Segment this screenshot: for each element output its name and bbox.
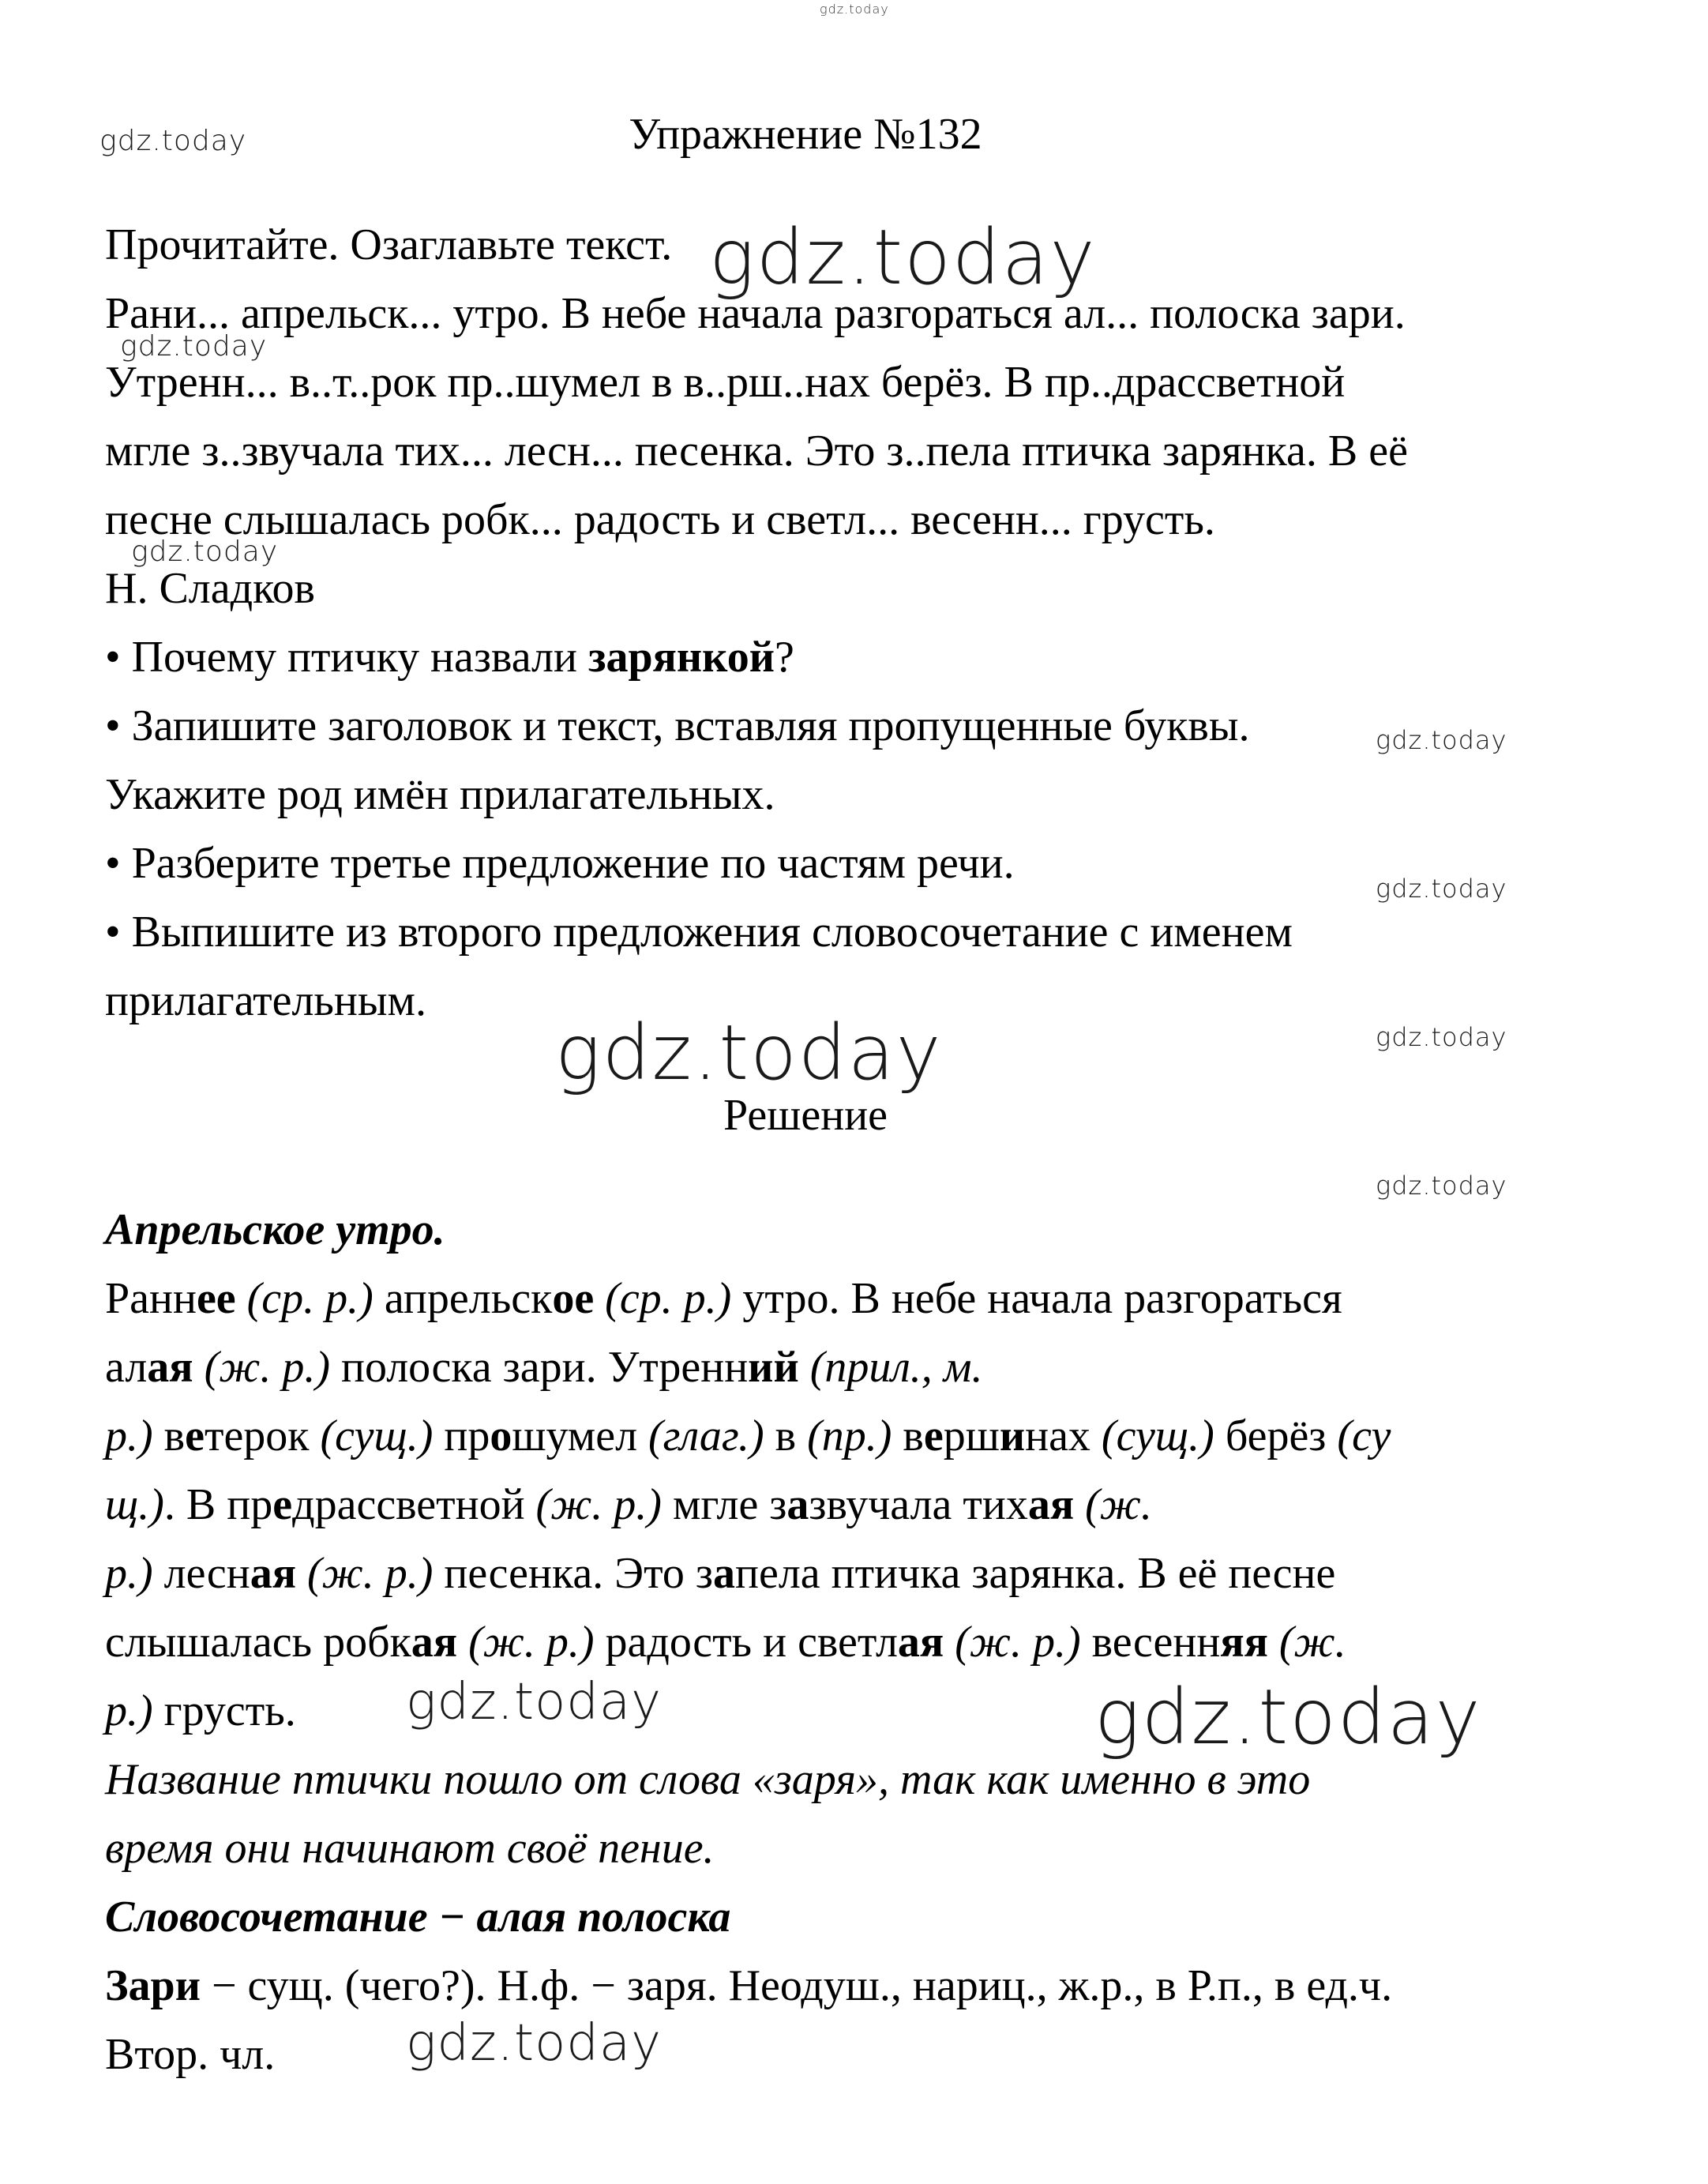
explanation-text: Название птички пошло от слова «заря», так как именно в это xyxy=(105,1755,1311,1804)
grammar-mark: (пр.) xyxy=(807,1412,892,1460)
solution-line-2 xyxy=(105,1342,983,1393)
watermark: gdz.today xyxy=(99,125,247,157)
ending: ая xyxy=(147,1343,193,1392)
grammar-mark: (сущ.) xyxy=(320,1412,434,1460)
watermark: gdz.today xyxy=(1376,1171,1507,1201)
grammar-mark: р.) xyxy=(105,1549,153,1598)
ending: ая xyxy=(250,1549,296,1598)
text: грусть. xyxy=(152,1686,296,1735)
word-parse-role: Втор. чл. xyxy=(105,2030,276,2079)
watermark-large: gdz.today xyxy=(709,213,1097,302)
page-title: Упражнение №132 xyxy=(629,110,982,159)
ending: ая xyxy=(411,1618,458,1667)
solution-line-5 xyxy=(105,1548,1335,1599)
vowel: е xyxy=(272,1480,293,1529)
grammar-mark: (су xyxy=(1337,1412,1391,1460)
grammar-mark: (ж. р.) xyxy=(204,1343,330,1392)
vowel: а xyxy=(786,1480,809,1529)
question-4: • Выпишите из второго предложения словосочетание с именем xyxy=(105,908,1293,957)
text: мгле з xyxy=(661,1480,787,1529)
parse-details: − сущ. (чего?). Н.ф. − заря. Неодуш., нариц., ж.р., в Р.п., в ед.ч. xyxy=(200,1961,1393,2010)
question-1-keyword: зарянкой xyxy=(587,633,775,682)
word: терок xyxy=(204,1412,310,1460)
word: драссветной xyxy=(292,1480,525,1529)
watermark: gdz.today xyxy=(120,330,268,363)
question-1 xyxy=(105,632,794,682)
task-author: Н. Сладков xyxy=(105,564,315,613)
word: Ранн xyxy=(105,1274,197,1323)
task-text-line: Рани... апрельск... утро. В небе начала разгораться ал... полоска зари. xyxy=(105,289,1406,338)
question-1-mark: ? xyxy=(774,633,794,682)
word: в xyxy=(764,1412,808,1460)
vowel: и xyxy=(999,1412,1026,1460)
task-instruction: Прочитайте. Озаглавьте текст. xyxy=(105,220,673,269)
question-1-text: • Почему птичку назвали xyxy=(105,633,588,682)
word: берёз xyxy=(1214,1412,1327,1460)
vowel: е xyxy=(185,1412,205,1460)
ending: ий xyxy=(748,1343,799,1392)
watermark: gdz.today xyxy=(1376,874,1507,904)
ending: ое xyxy=(552,1274,595,1323)
solution-line-7 xyxy=(105,1686,296,1736)
grammar-mark: (ж. р.) xyxy=(468,1618,595,1667)
solution-title xyxy=(105,1205,445,1255)
grammar-mark: р.) xyxy=(105,1412,153,1460)
text: радость и светл xyxy=(594,1618,898,1667)
solution-title-text: Апрельское утро. xyxy=(105,1205,445,1254)
vowel: а xyxy=(713,1549,735,1598)
task-text-line: Утренн... в..т..рок пр..шумел в в..рш..нах берёз. В пр..драссветной xyxy=(105,358,1346,407)
watermark-medium: gdz.today xyxy=(406,2014,662,2073)
ending: ая xyxy=(1027,1480,1075,1529)
watermark-large: gdz.today xyxy=(555,1009,943,1097)
solution-line-3 xyxy=(105,1411,1391,1461)
explanation xyxy=(105,1754,1310,1805)
watermark: gdz.today xyxy=(1376,725,1507,755)
word: нах xyxy=(1025,1412,1090,1460)
question-2: • Запишите заголовок и текст, вставляя пропущенные буквы. xyxy=(105,701,1250,750)
word: ал xyxy=(105,1343,148,1392)
parsed-word: Зари xyxy=(105,1961,201,2010)
word-parse xyxy=(105,1960,1392,2011)
explanation xyxy=(105,1823,715,1874)
word: апрельск xyxy=(373,1274,553,1323)
text: пела птичка зарянка. В её песне xyxy=(735,1549,1336,1598)
text: . В пр xyxy=(163,1480,273,1529)
word: звучала тих xyxy=(809,1480,1028,1529)
grammar-mark: (прил., м. xyxy=(809,1343,983,1392)
grammar-mark: (ж. р.) xyxy=(535,1480,662,1529)
solution-line-6 xyxy=(105,1617,1346,1667)
text: полоска зари. Утренн xyxy=(329,1343,749,1392)
vowel: е xyxy=(923,1412,944,1460)
word: в xyxy=(152,1412,186,1460)
solution-line-4 xyxy=(105,1479,1152,1530)
task-text-line: песне слышалась робк... радость и светл... весенн... грусть. xyxy=(105,495,1215,544)
ending: ее xyxy=(196,1274,236,1323)
word: в xyxy=(892,1412,924,1460)
word: пр xyxy=(433,1412,490,1460)
watermark: gdz.today xyxy=(131,536,279,568)
grammar-mark: (ср. р.) xyxy=(605,1274,732,1323)
ending: яя xyxy=(1220,1618,1268,1667)
watermark-top: gdz.today xyxy=(820,2,889,17)
ending: ая xyxy=(897,1618,944,1667)
text: слышалась робк xyxy=(105,1618,411,1667)
text: песенка. Это з xyxy=(433,1549,713,1598)
word: рш xyxy=(943,1412,1000,1460)
explanation-text: время они начинают своё пение. xyxy=(105,1824,715,1873)
grammar-mark: (ж. р.) xyxy=(306,1549,434,1598)
grammar-mark: (глаг.) xyxy=(648,1412,764,1460)
watermark: gdz.today xyxy=(1376,1022,1507,1052)
watermark-medium: gdz.today xyxy=(406,1673,662,1731)
grammar-mark: (ж. р.) xyxy=(955,1618,1081,1667)
solution-line-1 xyxy=(105,1273,1342,1324)
vowel: о xyxy=(490,1412,512,1460)
word: шумел xyxy=(512,1412,638,1460)
watermark-large: gdz.today xyxy=(1094,1673,1482,1761)
grammar-mark: (ж. xyxy=(1085,1480,1152,1529)
grammar-mark: (ср. р.) xyxy=(246,1274,374,1323)
text: весенн xyxy=(1080,1618,1221,1667)
solution-heading: Решение xyxy=(723,1091,888,1140)
grammar-mark: (ж. xyxy=(1278,1618,1346,1667)
phrase-heading xyxy=(105,1892,730,1942)
task-text-line: мгле з..звучала тих... лесн... песенка. Это з..пела птичка зарянка. В её xyxy=(105,427,1408,476)
grammar-mark: р.) xyxy=(105,1686,153,1735)
word: лесн xyxy=(152,1549,250,1598)
text: утро. В небе начала разгораться xyxy=(731,1274,1342,1323)
question-3: • Разберите третье предложение по частям речи. xyxy=(105,839,1015,888)
grammar-mark: (сущ.) xyxy=(1101,1412,1214,1460)
phrase-heading-text: Словосочетание − алая полоска xyxy=(105,1893,731,1942)
question-2-continued: Укажите род имён прилагательных. xyxy=(105,770,775,819)
question-4-continued: прилагательным. xyxy=(105,976,426,1025)
grammar-mark: щ.) xyxy=(105,1480,164,1529)
